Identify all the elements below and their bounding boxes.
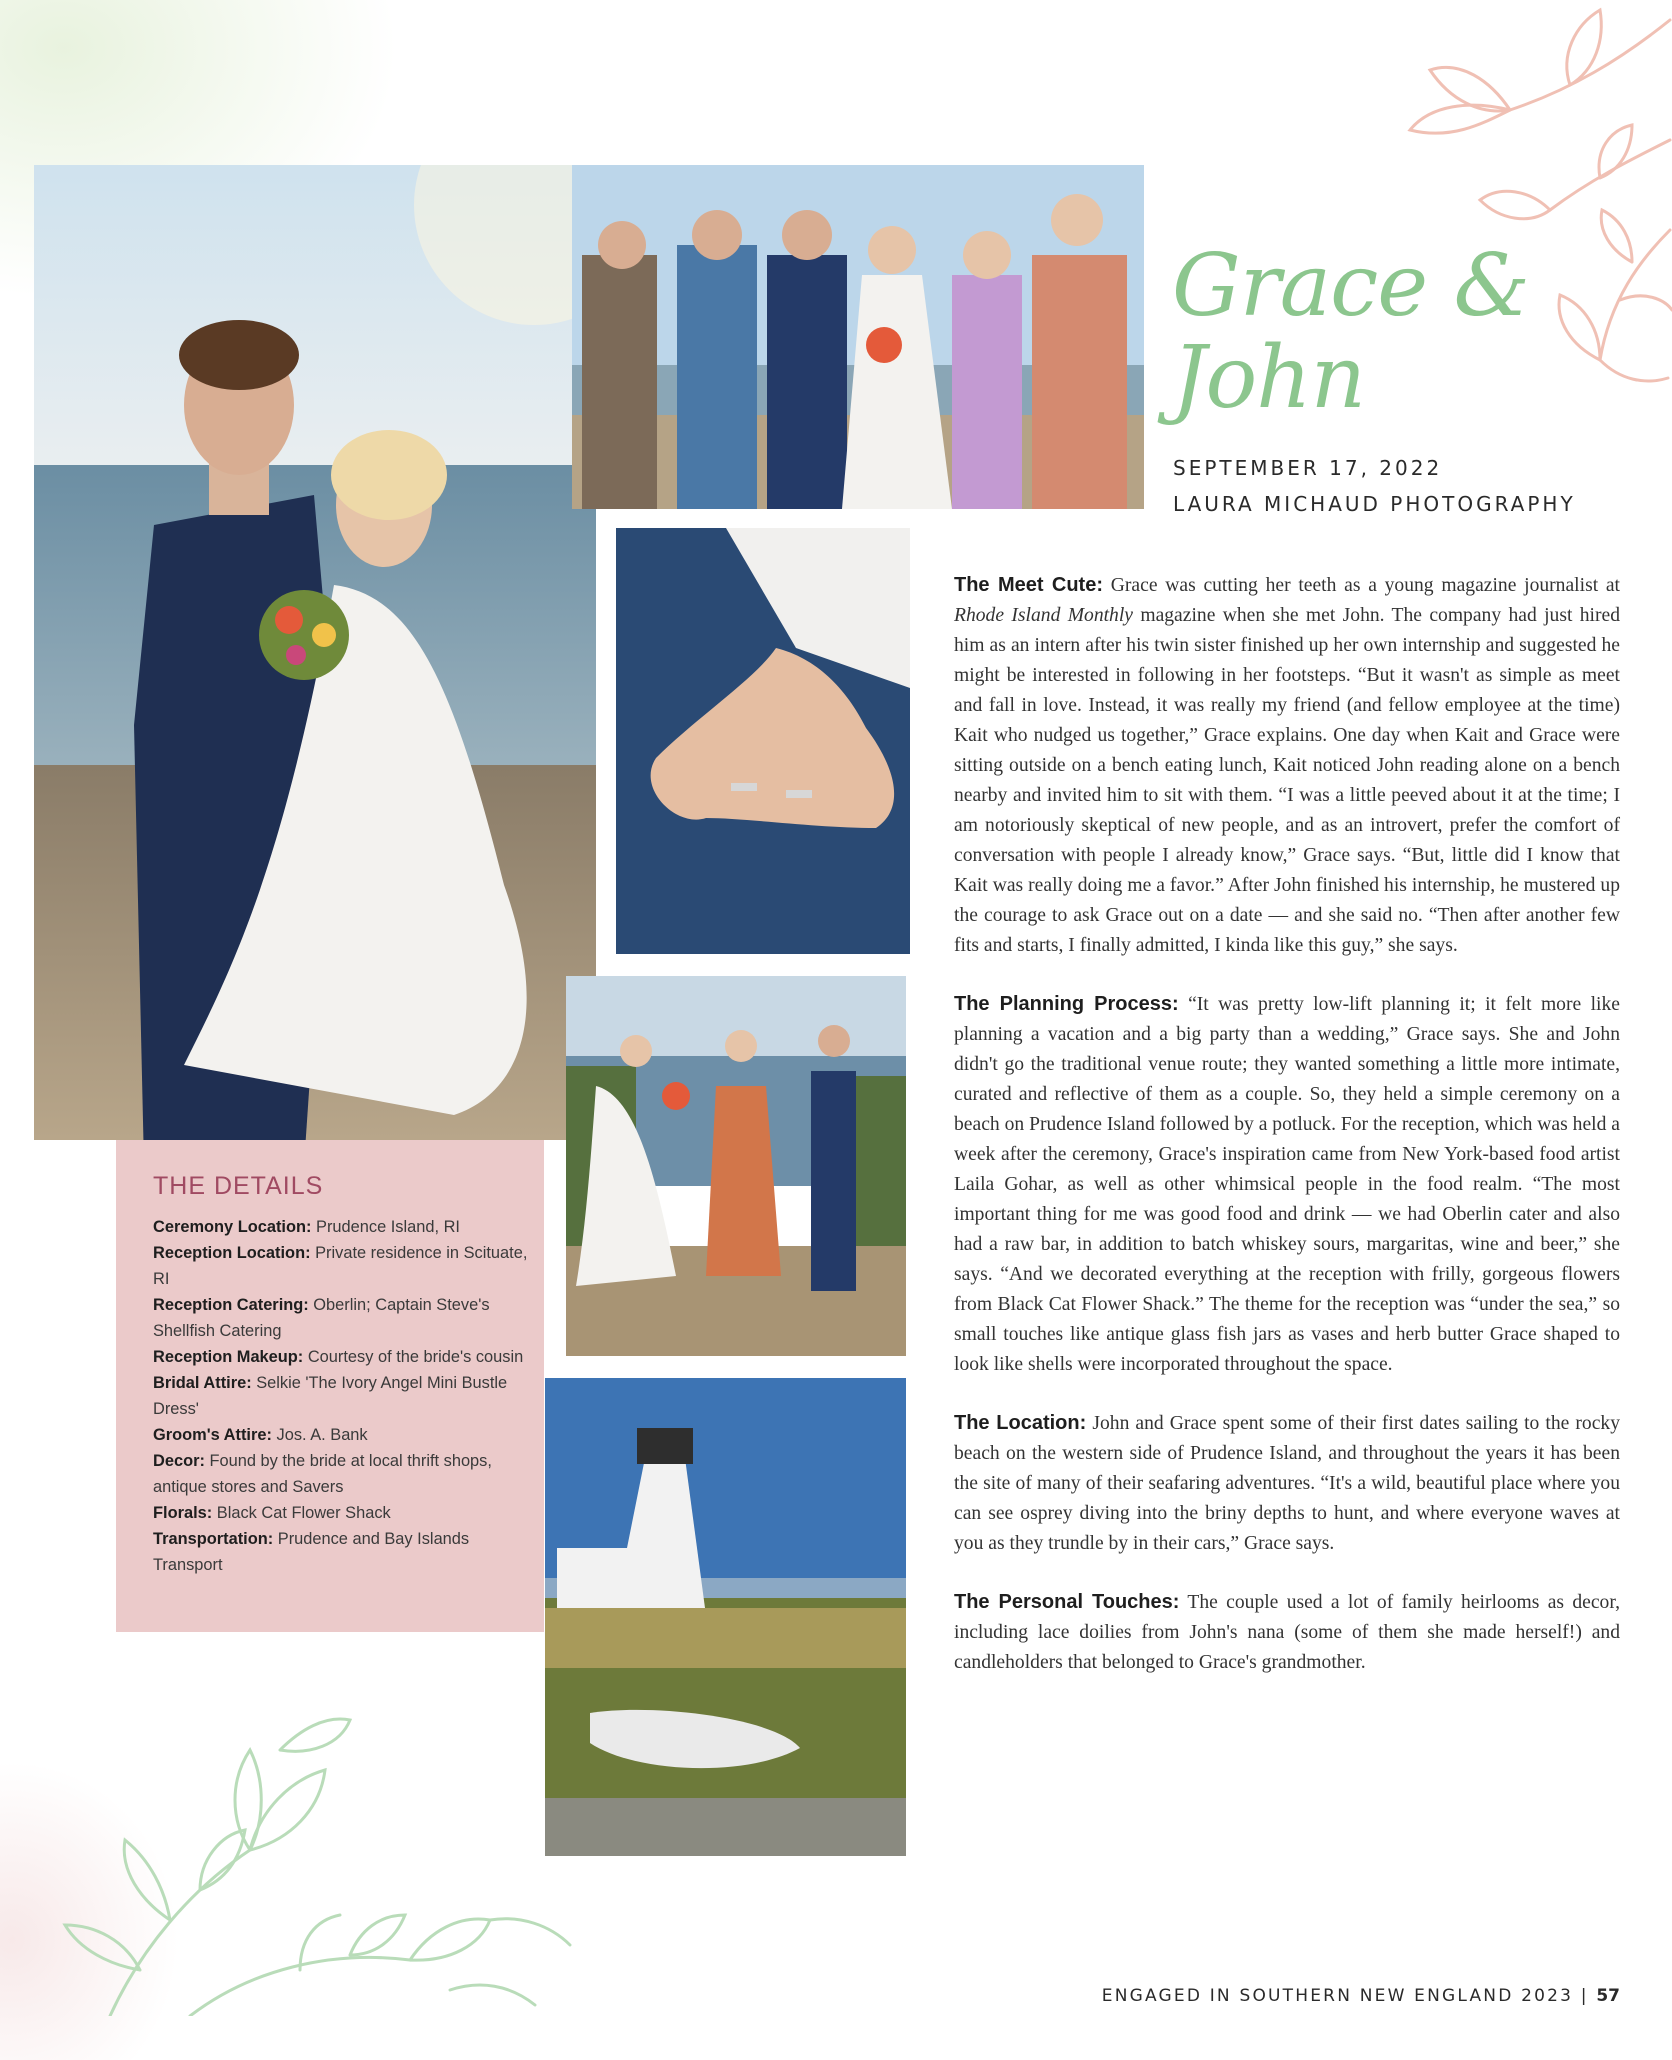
- detail-value: Private residence in Scituate, RI: [153, 1244, 528, 1288]
- article-section-planning: [954, 989, 1620, 1380]
- detail-label: Transportation:: [153, 1530, 274, 1548]
- detail-item: [153, 1500, 533, 1526]
- detail-label: Decor:: [153, 1452, 205, 1470]
- wedding-rings-photo: [616, 528, 910, 954]
- detail-label: Reception Makeup:: [153, 1348, 304, 1366]
- detail-item: [153, 1526, 533, 1578]
- section-heading: The Meet Cute:: [954, 574, 1104, 596]
- detail-item: [153, 1422, 533, 1448]
- detail-label: Ceremony Location:: [153, 1218, 312, 1236]
- publication-name: ENGAGED IN SOUTHERN NEW ENGLAND 2023: [1101, 1986, 1574, 2006]
- ceremony-photo: [566, 976, 906, 1356]
- detail-value: Found by the bride at local thrift shops, antique stores and Savers: [153, 1452, 492, 1496]
- section-heading: The Personal Touches:: [954, 1591, 1180, 1613]
- detail-value: Black Cat Flower Shack: [212, 1504, 391, 1522]
- section-text: “It was pretty low-lift planning it; it felt more like planning a vacation and a big party than a wedding,” Grace says. She and John didn't go the traditional venue route; they wanted something a little more intimate, curated and reflective of them as a couple. So, they held a simple ceremony on a beach on Prudence Island followed by a potluck. For the reception, which was held a week after the ceremony, Grace's inspiration came from New York-based food artist Laila Gohar, as well as other whimsical people in the food realm. “The most important thing for me was good food and drink — we had Oberlin cater and also had a raw bar, in addition to batch whiskey sours, margaritas, wine and beer,” she says. “And we decorated everything at the reception with frilly, gorgeous flowers from Black Cat Flower Shack.” The theme for the reception was “under the sea,” so small touches like antique glass fish jars as vases and herb butter Grace shaped to look like shells were incorporated throughout the space.: [954, 994, 1620, 1375]
- page-number: 57: [1596, 1986, 1620, 2006]
- green-floral-illustration: [50, 1670, 580, 2016]
- detail-item: [153, 1370, 533, 1422]
- article-section-personal-touches: [954, 1587, 1620, 1678]
- details-heading: THE DETAILS: [153, 1172, 324, 1200]
- detail-item: [153, 1292, 533, 1344]
- photo-credit: LAURA MICHAUD PHOTOGRAPHY: [1173, 492, 1576, 516]
- detail-label: Groom's Attire:: [153, 1426, 272, 1444]
- detail-item: [153, 1448, 533, 1500]
- section-heading: The Planning Process:: [954, 993, 1179, 1015]
- detail-value: Jos. A. Bank: [271, 1426, 368, 1444]
- detail-value: Selkie 'The Ivory Angel Mini Bustle Dress': [153, 1374, 508, 1418]
- couple-names-title: [1172, 236, 1530, 428]
- magazine-title: Rhode Island Monthly: [954, 605, 1133, 626]
- detail-label: Reception Location:: [153, 1244, 311, 1262]
- article-section-meet-cute: [954, 570, 1620, 961]
- page-footer: [1102, 1986, 1620, 2006]
- detail-label: Reception Catering:: [153, 1296, 309, 1314]
- details-list: [153, 1214, 533, 1578]
- section-heading: The Location:: [954, 1412, 1087, 1434]
- article-section-location: [954, 1408, 1620, 1559]
- title-line-1: Grace &: [1172, 236, 1530, 336]
- section-text: Grace was cutting her teeth as a young magazine journalist at: [1103, 575, 1621, 596]
- wedding-date: SEPTEMBER 17, 2022: [1173, 456, 1443, 480]
- section-text: John and Grace spent some of their first dates sailing to the rocky beach on the western side of Prudence Island, and throughout the years it has been the site of many of their seafaring adventures. “It's a wild, beautiful place where you can see osprey diving into the briny depths to hunt, and where everyone waves at you as they trundle by in their cars,” Grace says.: [954, 1413, 1620, 1554]
- details-box: [116, 1140, 544, 1632]
- detail-label: Florals:: [153, 1504, 213, 1522]
- title-line-2: John: [1172, 328, 1366, 428]
- section-text: magazine when she met John. The company had just hired him as an intern after his twin sister finished up her own internship and suggested he might be interested in following in her footsteps. “But it wasn't as simple as meet and fall in love. Instead, it was really my friend (and fellow employee at the time) Kait who nudged us together,” Grace explains. One day when Kait and Grace were sitting outside on a bench eating lunch, Kait noticed John reading alone on a bench nearby and invited him to sit with them. “I was a little peeved about it at the time; I am notoriously skeptical of new people, and as an introvert, prefer the comfort of conversation with people I already know,” Grace says. “But, little did I know that Kait was really doing me a favor.” After John finished his internship, he mustered up the courage to ask Grace out on a date — and she said no. “Then after another few fits and starts, I finally admitted, I kinda like this guy,” she says.: [954, 605, 1620, 956]
- article-body: [954, 570, 1620, 1706]
- section-text: The couple used a lot of family heirlooms as decor, including lace doilies from John's nana (some of them she made herself!) and candleholders that belonged to Grace's grandmother.: [954, 1592, 1620, 1673]
- detail-value: Oberlin; Captain Steve's Shellfish Catering: [153, 1296, 490, 1340]
- couple-beach-photo: [34, 165, 596, 1140]
- detail-item: [153, 1240, 533, 1292]
- detail-value: Courtesy of the bride's cousin: [303, 1348, 524, 1366]
- detail-value: Prudence Island, RI: [311, 1218, 460, 1236]
- footer-separator: |: [1573, 1986, 1597, 2006]
- wedding-party-photo: [572, 165, 1144, 509]
- detail-value: Prudence and Bay Islands Transport: [153, 1530, 470, 1574]
- detail-label: Bridal Attire:: [153, 1374, 252, 1392]
- lighthouse-photo: [545, 1378, 906, 1856]
- detail-item: [153, 1344, 533, 1370]
- detail-item: [153, 1214, 533, 1240]
